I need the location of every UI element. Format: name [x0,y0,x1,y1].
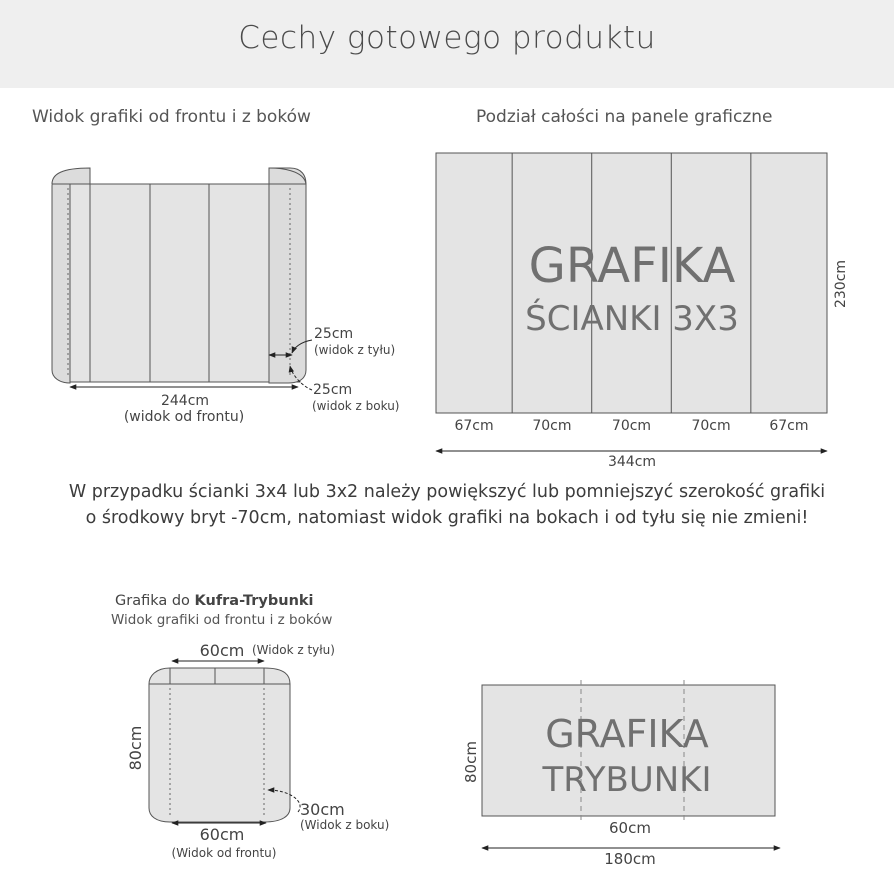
kufer-flat-height: 80cm [462,741,480,783]
kufer-back-caption: (Widok z tyłu) [252,643,335,657]
wall-height-value: 230cm [833,259,849,309]
back-depth-value: 25cm [314,326,354,342]
kufer-side-caption: (Widok z boku) [300,818,390,832]
wall-graphic-line-1: GRAFIKA [528,238,736,294]
panel-width-label: 67cm [769,418,809,434]
note-line-1: W przypadku ścianki 3x4 lub 3x2 należy powiększyć lub pomniejszyć szerokość grafiki [68,482,826,502]
panel-width-label: 70cm [611,418,652,434]
panel-width-label: 70cm [532,418,572,434]
panel-width-label: 70cm [691,418,731,434]
panel-width-label: 67cm [454,418,494,434]
wall-right-title: Podział całości na panele graficzne [476,107,773,127]
kufer-front-caption: (Widok od frontu) [171,846,277,860]
kufer-back-value: 60cm [199,641,245,660]
wall-front-view [52,168,312,390]
kufer-front-value: 60cm [199,825,245,844]
kufer-view [149,661,300,823]
kufer-title-prefix: Grafika do [115,593,195,609]
kufer-title-bold: Kufra-Trybunki [194,593,314,609]
wall-graphic-line-2: ŚCIANKI 3X3 [525,299,739,339]
kufer-flat-mid-width: 60cm [609,819,651,837]
kufer-graphic-line-2: TRYBUNKI [542,760,712,800]
kufer-subtitle: Widok grafiki od frontu i z boków [111,612,333,628]
kufer-height-value: 80cm [126,725,145,771]
page-title: Cechy gotowego produktu [238,20,656,56]
kufer-flat-total-width: 180cm [604,850,656,868]
side-depth-value: 25cm [313,382,353,398]
back-depth-caption: (widok z tyłu) [314,343,396,357]
front-width-caption: (widok od frontu) [123,409,245,425]
front-width-value: 244cm [160,393,210,409]
wall-total-width: 344cm [607,454,657,470]
note-line-2: o środkowy bryt -70cm, natomiast widok grafiki na bokach i od tyłu się nie zmieni! [85,508,809,528]
side-depth-caption: (widok z boku) [312,399,400,413]
kufer-graphic-line-1: GRAFIKA [545,712,709,756]
wall-left-title: Widok grafiki od frontu i z boków [32,107,311,127]
kufer-side-value: 30cm [300,800,345,819]
